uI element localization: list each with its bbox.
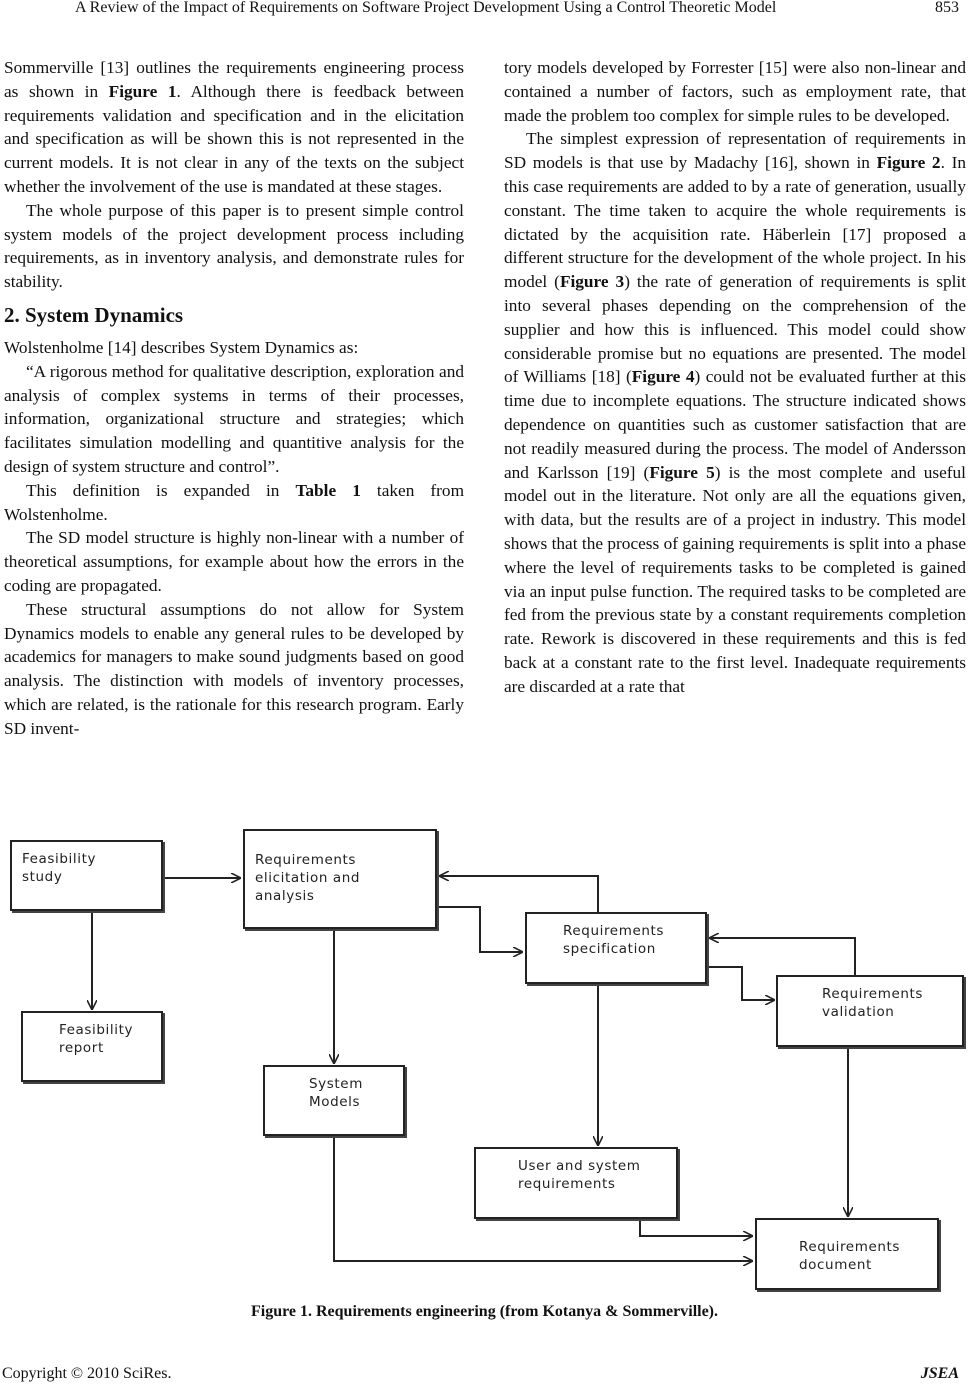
box-label: Requirements [255, 852, 357, 868]
box-label: elicitation and [255, 870, 361, 886]
text-run: Sommerville [13] outlines the requirements engineering process as shown in [4, 58, 464, 101]
figure-caption: Figure 1. Requirements engineering (from Kotanya & Sommerville). [250, 1303, 719, 1320]
bold-reference: Figure 1 [108, 81, 177, 101]
box-label: document [799, 1257, 872, 1273]
feasibility-report-box [21, 1011, 163, 1082]
requirements-elicitation-box [243, 829, 437, 929]
bold-reference: Figure 3 [559, 272, 625, 292]
paragraph: “A rigorous method for qualitative description, exploration and analysis of complex systems in terms of their processes, information, organizational structure and strategies; which facilitates simulation modelling and quantitive analysis for the design of system structure and control”. [4, 361, 464, 476]
paragraph: tory models developed by Forrester [15] were also non-linear and contained a number of factors, such as employment rate, that made the problem too complex for simple rules to be developed. [504, 58, 966, 125]
bold-reference: Figure 4 [631, 367, 695, 387]
box-label: System [309, 1076, 363, 1092]
box-label: Requirements [822, 986, 924, 1002]
section-heading: 2. System Dynamics [4, 302, 184, 327]
paragraph [504, 127, 966, 698]
text-run: ) the rate of generation of requirements is split into several phases depending on the comprehension of the supplier and how this is influenced. This model could show considerable promise but no equations are presented. The model of Williams [18] ( [504, 272, 966, 387]
user-system-requirements-box [474, 1147, 678, 1219]
right-column [504, 56, 966, 699]
requirements-validation-box [776, 975, 964, 1047]
box-label: Requirements [563, 923, 665, 939]
box-label: study [22, 869, 63, 885]
bold-reference: Table 1 [295, 480, 361, 500]
text-run: . In this case requirements are added to by a rate of generation, usually constant. The time taken to acquire the whole requirements is dictated by the acquisition rate. Häberlein [17] proposed a different structure for the development of the whole project. In his model ( [504, 153, 966, 292]
paragraph [4, 479, 464, 527]
system-models-box [263, 1065, 405, 1136]
box-label: requirements [518, 1176, 616, 1192]
paragraph: Wolstenholme [14] describes System Dynamics as: [4, 337, 359, 357]
requirements-document-box [755, 1218, 939, 1290]
box-label: Feasibility [22, 851, 97, 867]
paragraph [4, 56, 464, 199]
paragraph: These structural assumptions do not allow for System Dynamics models to enable any general rules to be developed by academics for managers to make sound judgments based on good analysis. The distinction with models of inventory processes, which are related, is the rationale for this research program. Early SD invent- [4, 599, 464, 738]
feasibility-study-box [10, 840, 163, 911]
paragraph: The SD model structure is highly non-linear with a number of theoretical assumptions, for example about how the errors in the coding are propagated. [4, 528, 464, 595]
box-label: Feasibility [59, 1022, 134, 1038]
box-label: analysis [255, 888, 315, 904]
text-run: taken from Wolstenholme. [4, 480, 465, 524]
box-label: Requirements [799, 1239, 901, 1255]
box-label: Models [309, 1094, 361, 1110]
bold-reference: Figure 2 [876, 153, 941, 173]
text-run: . Although there is feedback between requirements validation and specification and in the elicitation and specification as will be shown this is not represented in the current models. It is not clear in any of the texts on the subject whether the involvement of the use is mandated at these stages. [4, 81, 464, 196]
requirements-specification-box [525, 912, 707, 984]
box-label: report [59, 1040, 104, 1056]
page-number: 853 [935, 0, 959, 16]
text-run: This definition is expanded in [26, 480, 296, 500]
paragraph: The whole purpose of this paper is to present simple control system models of the project development process including requirements, as in inventory analysis, and demonstrate rules for stability. [4, 200, 464, 292]
text-run: ) could not be evaluated further at this time due to incomplete equations. The structure indicated shows dependence on quantities such as customer satisfaction that are not readily measured during the process. The model of Andersson and Karlsson [19] ( [504, 367, 966, 482]
left-column [4, 56, 464, 741]
box-label: validation [822, 1004, 895, 1020]
text-run: The simplest expression of representation of requirements in SD models is that use by Madachy [16], shown in [504, 129, 966, 173]
copyright: Copyright © 2010 SciRes. [2, 1365, 172, 1382]
figure-requirements-engineering [0, 826, 969, 1296]
text-run: ) is the most complete and useful model out in the literature. Not only are all the equations given, with data, but the results are of a project in industry. This model shows that the process of gaining requirements is split into a phase where the level of requirements tasks to be completed is gained via an input pulse function. The required tasks to be completed are fed from the previous state by a constant requirements completion rate. Rework is discovered in these requirements and this is fed back at a constant rate to the first level. Inadequate requirements are discarded at a rate that [504, 462, 966, 696]
page-header [0, 0, 969, 26]
running-title: A Review of the Impact of Requirements on Software Project Development Using a Control Theoretic Model [75, 0, 777, 16]
box-label: specification [563, 941, 656, 957]
box-label: User and system [518, 1158, 641, 1174]
journal-name: JSEA [920, 1365, 959, 1382]
bold-reference: Figure 5 [649, 462, 715, 482]
